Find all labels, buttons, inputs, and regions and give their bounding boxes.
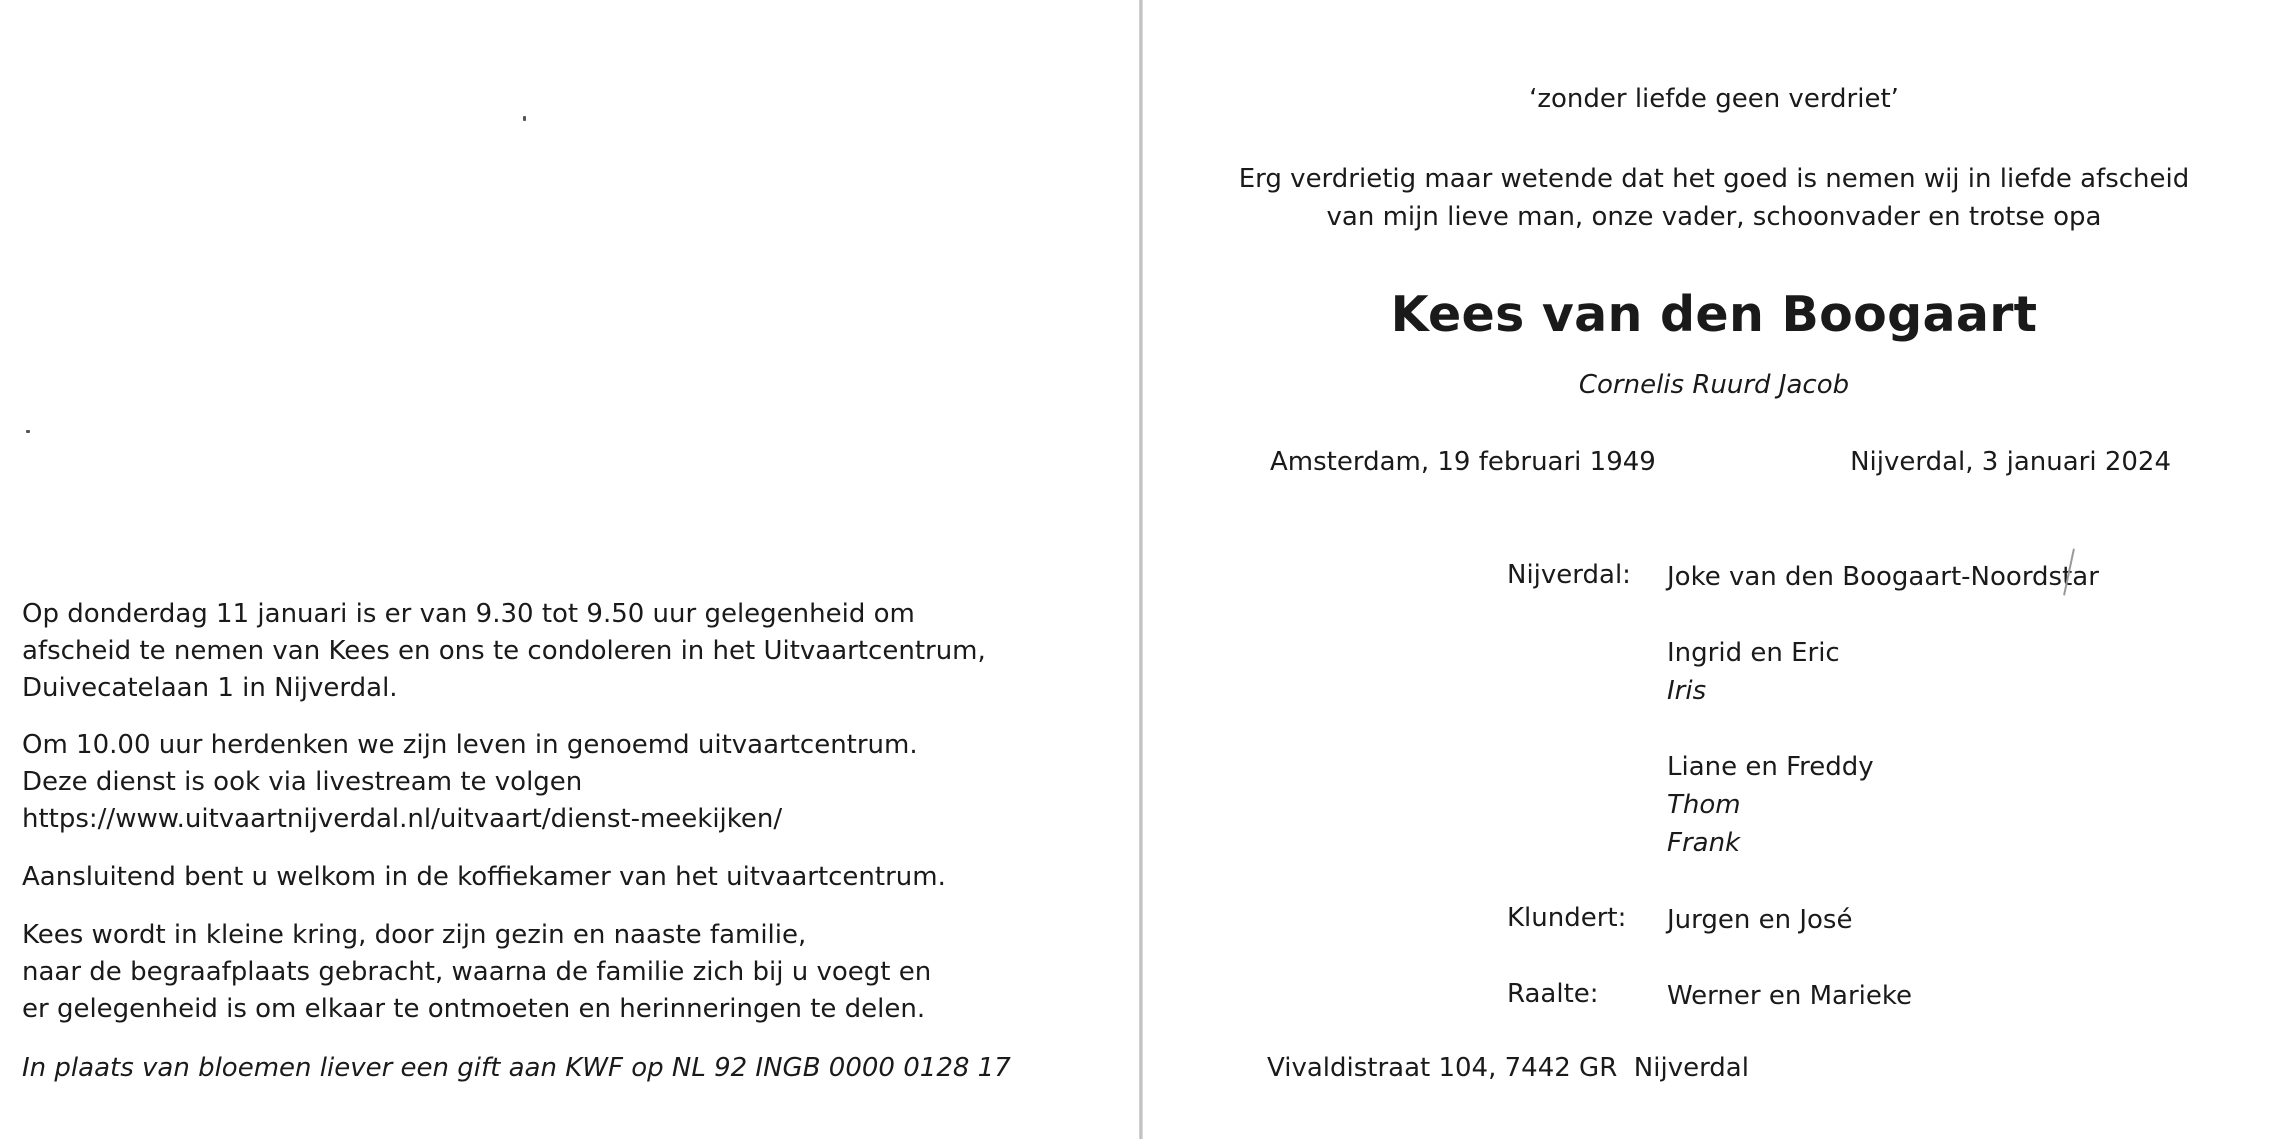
right-page — [1143, 0, 2285, 1139]
grandchild: Iris — [1667, 676, 1707, 706]
text-line: Om 10.00 uur herdenken we zijn leven in genoemd uitvaartcentrum. — [22, 730, 918, 760]
motto: ‘zonder liefde geen verdriet’ — [1529, 84, 1899, 114]
grandchild: Thom — [1667, 790, 1741, 820]
family-place-raalte: Raalte: — [1507, 979, 1599, 1009]
text-line: naar de begraafplaats gebracht, waarna de familie zich bij u voegt en — [22, 957, 932, 987]
grandchild: Frank — [1667, 828, 1741, 858]
family-address: Vivaldistraat 104, 7442 GR Nijverdal — [1267, 1053, 1749, 1083]
burial-paragraph — [22, 917, 931, 1028]
text-line: afscheid te nemen van Kees en ons te condoleren in het Uitvaartcentrum, — [22, 636, 986, 666]
deceased-name: Kees van den Boogaart — [1390, 286, 2038, 343]
service-paragraph — [22, 727, 918, 838]
family-member: Ingrid en Eric — [1667, 638, 1840, 668]
livestream-url: https://www.uitvaartnijverdal.nl/uitvaart/dienst-meekijken/ — [22, 804, 783, 834]
family-member: Jurgen en José — [1667, 905, 1853, 935]
text-line: In plaats van bloemen liever een gift aan KWF op NL 92 INGB 0000 0128 17 — [22, 1053, 1011, 1083]
reception-paragraph — [22, 859, 946, 896]
family-group — [1667, 634, 1840, 710]
family-group — [1667, 558, 2099, 596]
text-line: Aansluitend bent u welkom in de koffiekamer van het uitvaartcentrum. — [22, 862, 946, 892]
birth-place-date: Amsterdam, 19 februari 1949 — [1270, 447, 1656, 477]
intro-text — [1143, 160, 2285, 236]
viewing-paragraph — [22, 596, 986, 707]
left-page — [22, 0, 1102, 1139]
donation-paragraph — [22, 1050, 1011, 1087]
death-place-date: Nijverdal, 3 januari 2024 — [1850, 447, 2171, 477]
family-group — [1667, 748, 1874, 862]
text-line: van mijn lieve man, onze vader, schoonvader en trotse opa — [1326, 202, 2102, 232]
text-line: Erg verdrietig maar wetende dat het goed is nemen wij in liefde afscheid — [1238, 164, 2190, 194]
family-group — [1667, 977, 1912, 1015]
text-line: Deze dienst is ook via livestream te volgen — [22, 767, 583, 797]
text-line: Duivecatelaan 1 in Nijverdal. — [22, 673, 398, 703]
scan-speck — [26, 430, 30, 433]
given-names: Cornelis Ruurd Jacob — [1578, 370, 1850, 400]
text-line: Op donderdag 11 januari is er van 9.30 tot 9.50 uur gelegenheid om — [22, 599, 915, 629]
text-line: er gelegenheid is om elkaar te ontmoeten en herinneringen te delen. — [22, 994, 926, 1024]
family-member: Werner en Marieke — [1667, 981, 1912, 1011]
family-member: Joke van den Boogaart-Noordstar — [1667, 562, 2099, 592]
text-line: Kees wordt in kleine kring, door zijn gezin en naaste familie, — [22, 920, 807, 950]
family-place-klundert: Klundert: — [1507, 903, 1627, 933]
family-place-nijverdal: Nijverdal: — [1507, 560, 1631, 590]
family-member: Liane en Freddy — [1667, 752, 1874, 782]
scan-speck — [523, 116, 526, 121]
family-group — [1667, 901, 1852, 939]
